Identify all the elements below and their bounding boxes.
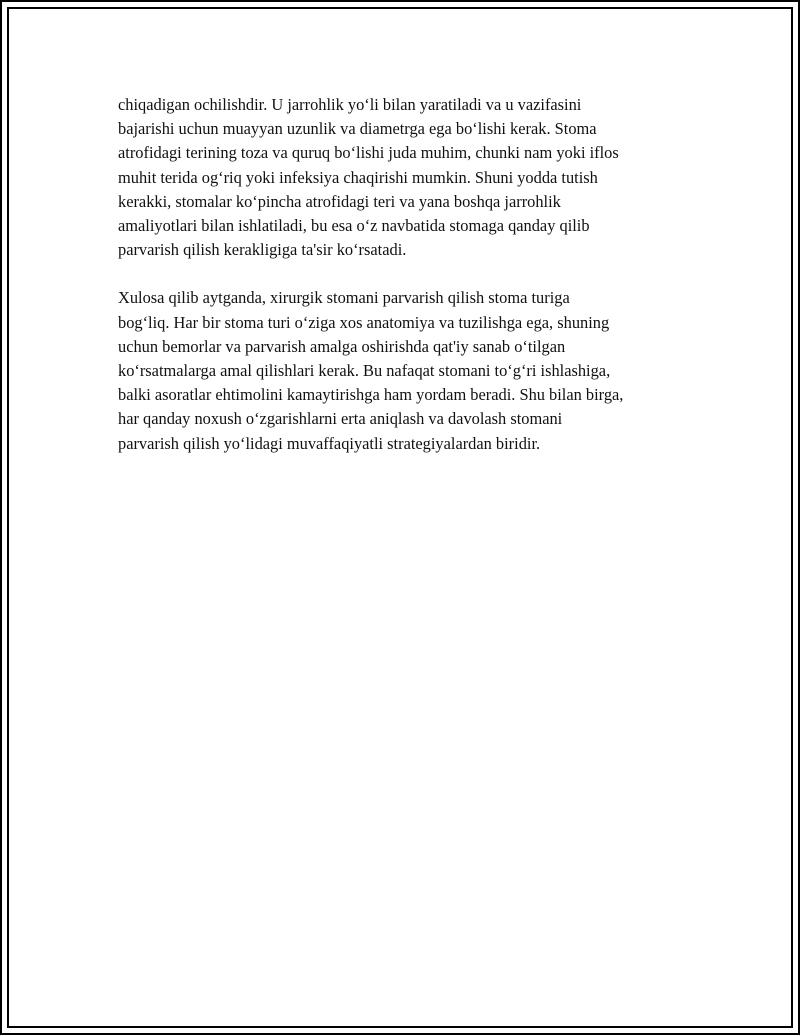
text-line: chiqadigan ochilishdir. U jarrohlik yo‘li bilan yaratiladi va u vazifasini — [118, 95, 582, 114]
paragraph-1 — [118, 93, 698, 262]
text-line: amaliyotlari bilan ishlatiladi, bu esa o‘z navbatida stomaga qanday qilib — [118, 216, 590, 236]
text-line: har qanday noxush o‘zgarishlarni erta aniqlash va davolash stomani — [118, 409, 563, 429]
paragraph-2 — [118, 286, 698, 455]
text-line: bog‘liq. Har bir stoma turi o‘ziga xos anatomiya va tuzilishga ega, shuning — [118, 312, 610, 332]
text-line: bajarishi uchun muayyan uzunlik va diametrga ega bo‘lishi kerak. Stoma — [118, 119, 597, 139]
text-line: ko‘rsatmalarga amal qilishlari kerak. Bu nafaqat stomani to‘g‘ri ishlashiga, — [118, 361, 611, 381]
text-line: uchun bemorlar va parvarish amalga oshirishda qat'iy sanab o‘tilgan — [118, 336, 566, 356]
text-line: kerakki, stomalar ko‘pincha atrofidagi teri va yana boshqa jarrohlik — [118, 191, 561, 211]
text-line: balki asoratlar ehtimolini kamaytirishga ham yordam beradi. Shu bilan birga, — [118, 385, 624, 405]
document-body — [118, 93, 698, 480]
text-line: parvarish qilish yo‘lidagi muvaffaqiyatli strategiyalardan biridir. — [118, 433, 541, 453]
text-line: Xulosa qilib aytganda, xirurgik stomani parvarish qilish stoma turiga — [118, 288, 570, 308]
text-line: parvarish qilish kerakligiga ta'sir ko‘rsatadi. — [118, 240, 407, 260]
text-line: atrofidagi terining toza va quruq bo‘lishi juda muhim, chunki nam yoki iflos — [118, 143, 619, 163]
text-line: muhit terida og‘riq yoki infeksiya chaqirishi mumkin. Shuni yodda tutish — [118, 167, 598, 187]
